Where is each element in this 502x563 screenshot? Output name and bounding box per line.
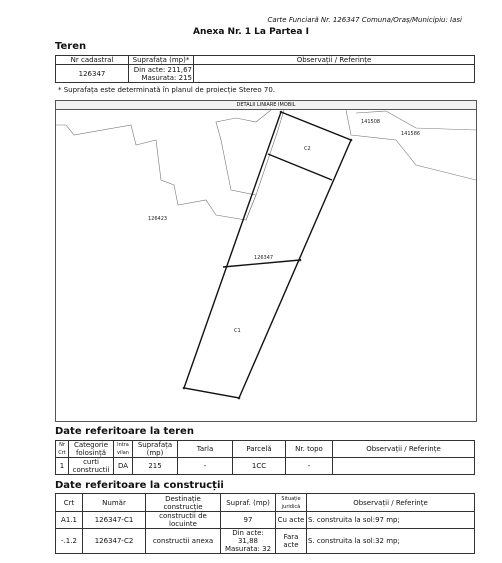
label-ne2: 141586 xyxy=(401,131,421,137)
col-destinatie: Destinație construcție xyxy=(146,494,221,512)
label-west: 126423 xyxy=(148,216,168,222)
plan-labels xyxy=(148,119,420,334)
suprafata-masurata: Masurata: 215 xyxy=(141,73,192,82)
suprafata-value xyxy=(129,65,194,83)
col-situatie: Situație juridică xyxy=(276,494,307,512)
cell: A1.1 xyxy=(56,512,83,529)
label-c2: C2 xyxy=(304,146,311,152)
col-suprafata: Suprafața (mp)* xyxy=(129,56,194,65)
cell: S. construita la sol:32 mp; xyxy=(307,529,475,554)
col-suprafata: Suprafața (mp) xyxy=(133,441,178,458)
col-intravilan: Intra vilan xyxy=(114,441,133,458)
cell: 126347-C1 xyxy=(83,512,146,529)
cell: Fara acte xyxy=(276,529,307,554)
cell: 97 xyxy=(221,512,276,529)
observatii-value xyxy=(194,65,475,83)
c1-divider xyxy=(223,260,300,267)
cell: - xyxy=(286,458,333,475)
cell: Cu acte xyxy=(276,512,307,529)
vertex-marker xyxy=(238,397,241,400)
table-row xyxy=(56,512,475,529)
cell: 215 xyxy=(133,458,178,475)
date-teren-title: Date referitoare la teren xyxy=(55,426,194,437)
table-row xyxy=(56,529,475,554)
label-ne1: 141508 xyxy=(361,119,381,125)
stereo-note: * Suprafața este determinată în planul de proiecție Stereo 70. xyxy=(58,86,276,94)
teren-title: Teren xyxy=(55,41,87,52)
plan-title: DETALII LINIARE IMOBIL xyxy=(56,101,476,110)
col-nr-topo: Nr. topo xyxy=(286,441,333,458)
col-observatii: Observații / Referințe xyxy=(333,441,475,458)
label-c1: C1 xyxy=(234,328,241,334)
vertex-marker xyxy=(183,387,186,390)
cell: -.1.2 xyxy=(56,529,83,554)
date-teren-table xyxy=(55,440,475,475)
vertex-marker xyxy=(299,259,302,262)
anexa-title: Anexa Nr. 1 La Partea I xyxy=(193,27,309,37)
cell: curti constructii xyxy=(69,458,114,475)
col-observatii: Observații / Referințe xyxy=(194,56,475,65)
col-parcela: Parcelă xyxy=(233,441,286,458)
label-parcel: 126347 xyxy=(254,255,274,261)
plan-drawing xyxy=(56,110,476,421)
teren-table xyxy=(55,55,475,83)
c2-divider xyxy=(268,154,332,180)
cell: - xyxy=(178,458,233,475)
date-constructii-table xyxy=(55,493,475,554)
vertex-marker xyxy=(350,139,353,142)
cell xyxy=(333,458,475,475)
cell: 1 xyxy=(56,458,69,475)
cell: constructii de locuinte xyxy=(146,512,221,529)
date-constructii-title: Date referitoare la construcții xyxy=(55,480,224,491)
col-nr-cadastral: Nr cadastral xyxy=(56,56,129,65)
boundary-line-a xyxy=(246,110,284,220)
cell: Din acte: 31,88 Masurata: 32 xyxy=(221,529,276,554)
cell: DA xyxy=(114,458,133,475)
col-numar: Număr xyxy=(83,494,146,512)
col-crt: Crt xyxy=(56,494,83,512)
table-row xyxy=(56,458,475,475)
west-boundary-line xyxy=(56,110,271,220)
neighbour-boundaries xyxy=(56,110,476,220)
col-observatii: Observații / Referințe xyxy=(307,494,475,512)
plan-frame xyxy=(55,100,477,422)
col-tarla: Tarla xyxy=(178,441,233,458)
col-nr-crt: Nr Crt xyxy=(56,441,69,458)
vertex-marker xyxy=(280,111,283,114)
cell: 126347-C2 xyxy=(83,529,146,554)
cell: S. construita la sol:97 mp; xyxy=(307,512,475,529)
carte-funciara-header: Carte Funciară Nr. 126347 Comuna/Oraș/Municipiu: Iasi xyxy=(267,16,462,24)
col-supraf: Supraf. (mp) xyxy=(221,494,276,512)
nr-cadastral-value: 126347 xyxy=(56,65,129,83)
suprafata-acte: Din acte: 211,67 xyxy=(133,65,192,74)
cell: constructii anexa xyxy=(146,529,221,554)
col-categorie: Categorie folosință xyxy=(69,441,114,458)
cell: 1CC xyxy=(233,458,286,475)
